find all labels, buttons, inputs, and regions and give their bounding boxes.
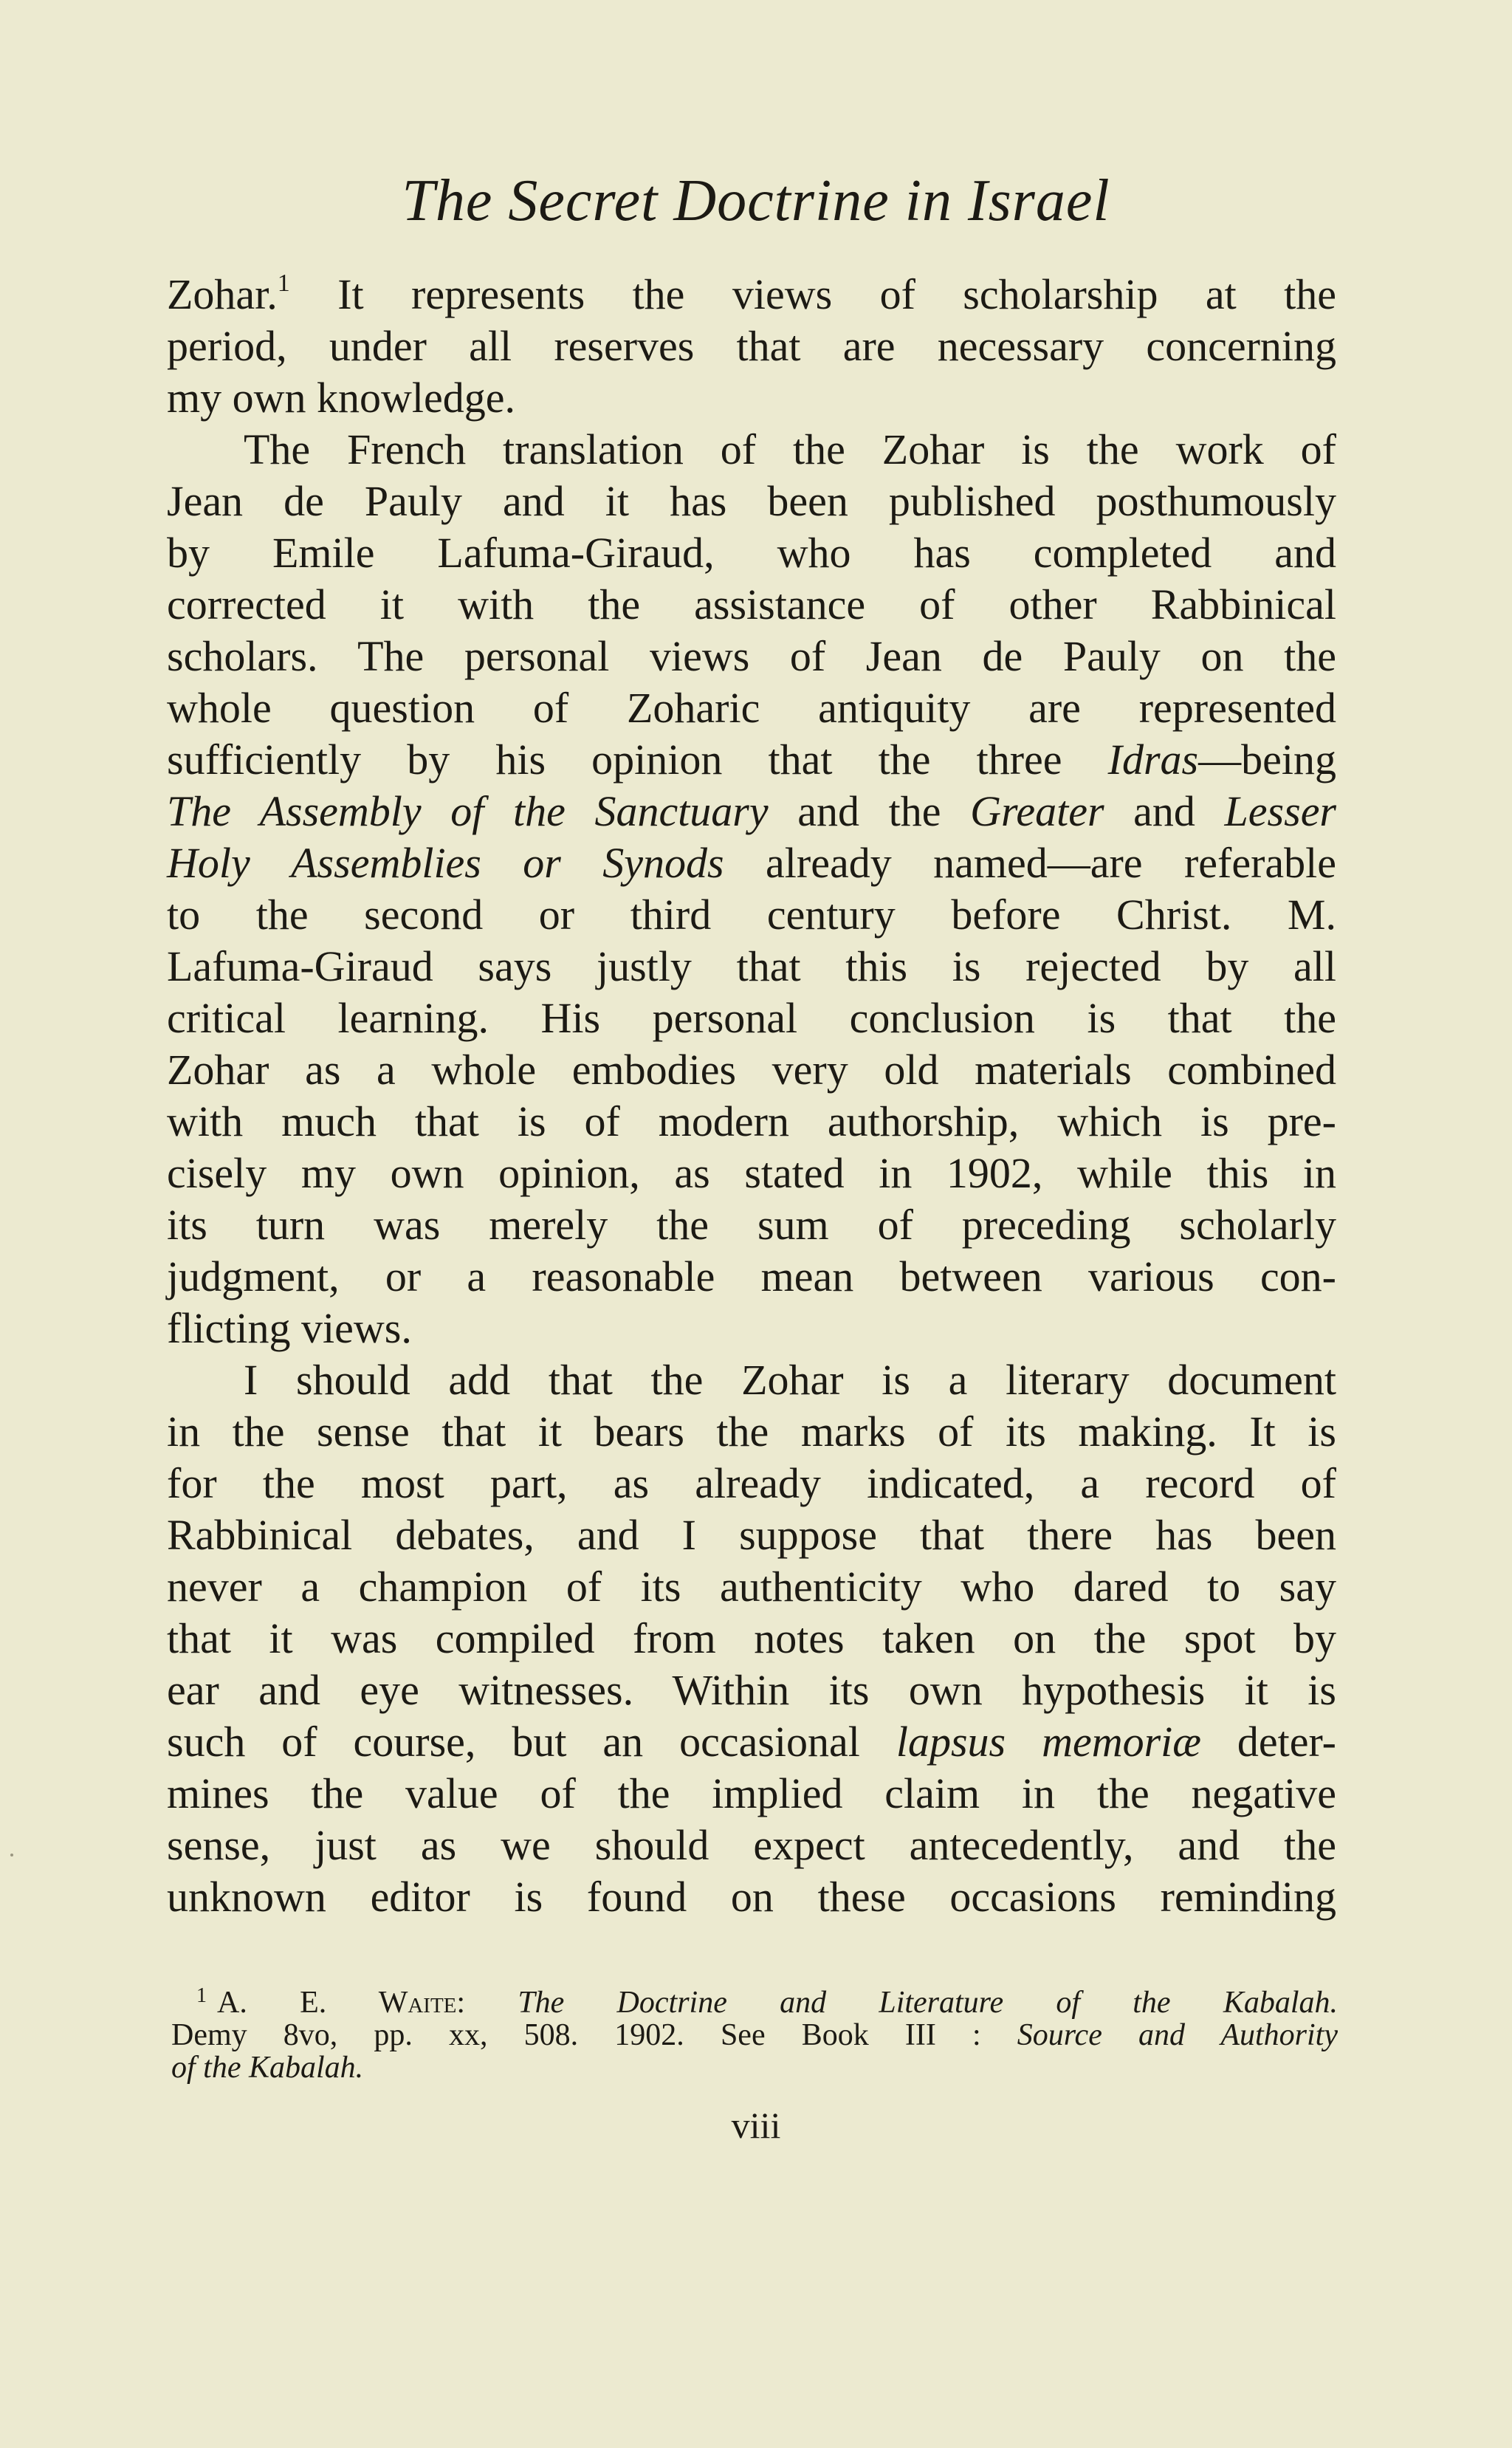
text-line: period, under all reserves that are necessary concerning <box>167 322 1336 370</box>
text-line: for the most part, as already indicated, a record of <box>167 1459 1336 1507</box>
italic-term: Idras <box>1107 736 1199 784</box>
footnote-line: $^1$ A. E. Waite: The Doctrine and Literature of the Kabalah. <box>171 1986 1338 2019</box>
footnote <box>171 1986 1338 2084</box>
text-line: corrected it with the assistance of other Rabbinical <box>167 580 1336 628</box>
footnote-title: The Doctrine and Literature of the Kabalah. <box>518 1986 1338 2020</box>
italic-phrase: lapsus memoriæ <box>896 1718 1201 1766</box>
running-title: The Secret Doctrine in Israel <box>402 168 1110 233</box>
text-line: scholars. The personal views of Jean de Pauly on the <box>167 632 1336 680</box>
text-line: in the sense that it bears the marks of its making. It is <box>167 1408 1336 1456</box>
text-line: mines the value of the implied claim in the negative <box>167 1769 1336 1817</box>
text-line: with much that is of modern authorship, which is pre- <box>167 1097 1336 1145</box>
text-line: Zohar as a whole embodies very old materials combined <box>167 1046 1336 1094</box>
scan-speck <box>10 1854 13 1856</box>
text-line: cisely my own opinion, as stated in 1902, while this in <box>167 1149 1336 1197</box>
text-line: to the second or third century before Christ. M. <box>167 891 1336 939</box>
text-line: sense, just as we should expect antecedently, and the <box>167 1821 1336 1869</box>
text-line: by Emile Lafuma-Giraud, who has completed and <box>167 529 1336 577</box>
text-line: ear and eye witnesses. Within its own hypothesis it is <box>167 1666 1336 1714</box>
footnote-line: Demy 8vo, pp. xx, 508. 1902. See Book III : Source and Authority <box>171 2018 1338 2052</box>
text-line: whole question of Zoharic antiquity are represented <box>167 684 1336 732</box>
text-line: Jean de Pauly and it has been published posthumously <box>167 477 1336 525</box>
page-number: viii <box>731 2105 781 2146</box>
text-line: Rabbinical debates, and I suppose that there has been <box>167 1511 1336 1559</box>
text-line: such of course, but an occasional lapsus memoriæ deter- <box>167 1718 1336 1766</box>
footnote-section-title: Source and Authority <box>1017 2018 1338 2052</box>
text-line: The Assembly of the Sanctuary and the Greater and Lesser <box>167 787 1337 835</box>
text-line: Lafuma-Giraud says justly that this is rejected by all <box>167 942 1336 990</box>
paragraph-start-line: The French translation of the Zohar is the work of <box>244 425 1336 473</box>
italic-term: Greater <box>970 787 1104 835</box>
text-line: never a champion of its authenticity who dared to say <box>167 1563 1336 1611</box>
text-line: its turn was merely the sum of preceding scholarly <box>167 1201 1336 1249</box>
footnote-mark: 1 <box>196 1984 207 2007</box>
text-line: judgment, or a reasonable mean between various con- <box>167 1252 1336 1300</box>
text-line: that it was compiled from notes taken on the spot by <box>167 1614 1336 1662</box>
text-line: unknown editor is found on these occasions reminding <box>167 1873 1336 1921</box>
text-line: Holy Assemblies or Synods already named—are referable <box>167 839 1337 887</box>
text-line: critical learning. His personal conclusion is that the <box>167 994 1336 1042</box>
body-text <box>167 269 1336 1923</box>
italic-term: Lesser <box>1224 787 1337 835</box>
italic-title: Holy Assemblies or Synods <box>167 839 724 887</box>
text-line: Zohar.$^1$ It represents the views of scholarship at the <box>167 270 1336 318</box>
italic-title: The Assembly of the Sanctuary <box>167 787 769 835</box>
text-line: my own knowledge. <box>167 374 515 422</box>
footnote-author: A. E. Waite <box>217 1986 457 2020</box>
text-line: flicting views. <box>167 1304 412 1352</box>
footnote-reference: 1 <box>277 270 290 297</box>
paragraph-start-line: I should add that the Zohar is a literary document <box>244 1356 1336 1404</box>
text-line: sufficiently by his opinion that the three Idras—being <box>167 736 1336 784</box>
footnote-line: of the Kabalah. <box>171 2051 364 2085</box>
